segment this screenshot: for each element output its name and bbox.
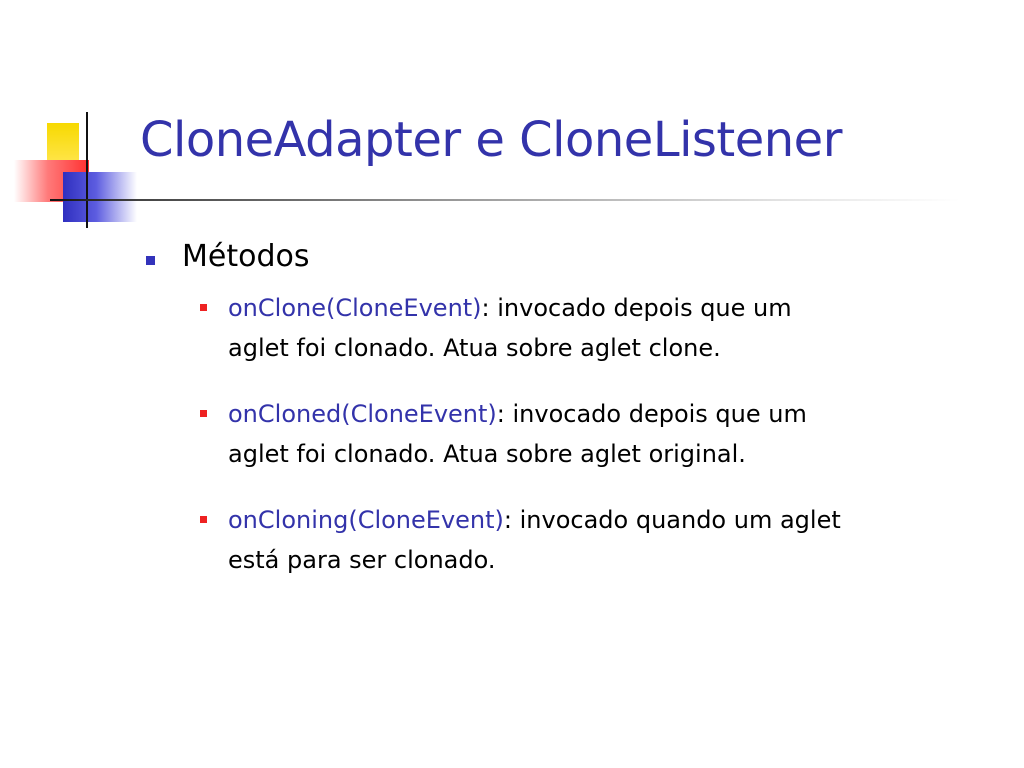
list-item-line-1 <box>228 500 1006 540</box>
sub-bullet-list <box>146 288 1006 580</box>
list-item <box>194 500 1006 580</box>
slide-content <box>146 236 1006 606</box>
method-name: onClone(CloneEvent) <box>228 294 482 322</box>
square-bullet-icon <box>146 256 155 265</box>
method-name: onCloning(CloneEvent) <box>228 506 504 534</box>
square-bullet-icon <box>200 304 207 311</box>
list-item-line-1 <box>228 288 1006 328</box>
square-bullet-icon <box>200 410 207 417</box>
method-description: : invocado depois que um <box>496 400 807 428</box>
list-item <box>194 288 1006 368</box>
logo-blue-square <box>63 172 137 222</box>
bullet-heading: Métodos <box>182 239 310 274</box>
decorative-logo <box>0 0 150 240</box>
bullet-item-level1 <box>146 236 1006 278</box>
list-item <box>194 394 1006 474</box>
list-item-line-2: aglet foi clonado. Atua sobre aglet clone. <box>228 334 721 362</box>
list-item-line-1 <box>228 394 1006 434</box>
square-bullet-icon <box>200 516 207 523</box>
logo-yellow-square <box>47 123 79 163</box>
logo-vertical-line <box>86 112 88 228</box>
method-description: : invocado depois que um <box>481 294 792 322</box>
method-description: : invocado quando um aglet <box>503 506 841 534</box>
title-underline <box>50 199 960 201</box>
list-item-line-2: está para ser clonado. <box>228 546 496 574</box>
slide-title: CloneAdapter e CloneListener <box>140 112 842 168</box>
method-name: onCloned(CloneEvent) <box>228 400 497 428</box>
list-item-line-2: aglet foi clonado. Atua sobre aglet original. <box>228 440 746 468</box>
